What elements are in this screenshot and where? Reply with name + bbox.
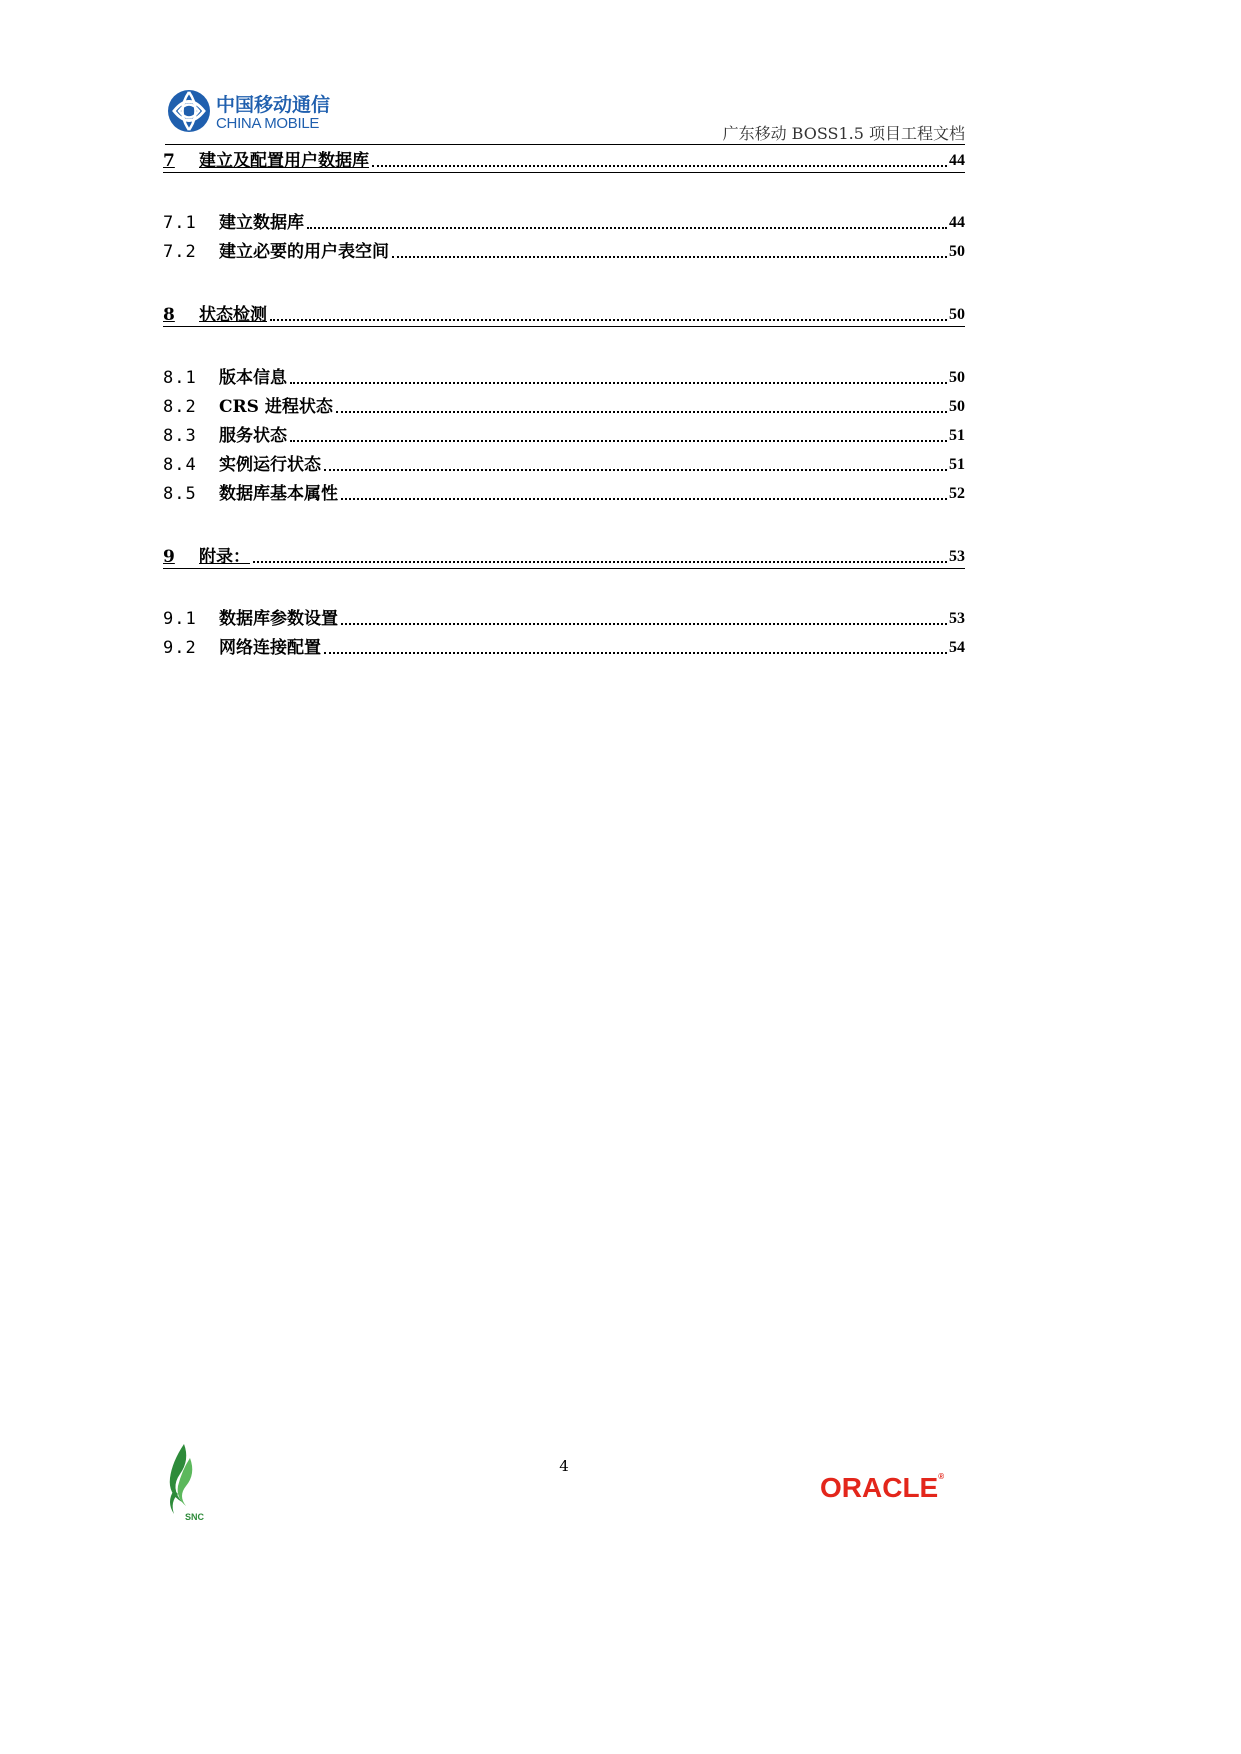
toc-chapter-entry[interactable] xyxy=(163,546,965,568)
toc-entry-page: 52 xyxy=(949,485,965,502)
toc-entry-label: 附录： xyxy=(199,547,250,567)
toc-entry-label: 版本信息 xyxy=(219,368,287,388)
toc-entry-number: 9.2 xyxy=(163,638,197,658)
toc-entry-number: 7.2 xyxy=(163,242,197,262)
toc-section-entry[interactable] xyxy=(163,483,965,505)
oracle-logo-text: ORACLE xyxy=(820,1472,939,1503)
snc-logo-text: SNC xyxy=(185,1512,205,1522)
toc-entry-label: 建立及配置用户数据库 xyxy=(199,151,369,171)
page-number: 4 xyxy=(559,1457,569,1475)
toc-dot-leader xyxy=(253,560,947,563)
toc-section-entry[interactable] xyxy=(163,367,965,389)
toc-section-entry[interactable] xyxy=(163,241,965,263)
toc-entry-page: 44 xyxy=(949,214,965,231)
toc-entry-number: 8.2 xyxy=(163,397,197,417)
toc-dot-leader xyxy=(324,651,947,654)
toc-chapter-entry[interactable] xyxy=(163,150,965,172)
toc-section-entry[interactable] xyxy=(163,396,965,418)
toc-entry-page: 50 xyxy=(949,398,965,415)
toc-dot-leader xyxy=(290,439,947,442)
registered-mark-icon: ® xyxy=(938,1472,945,1481)
toc-entry-label: 状态检测 xyxy=(199,305,267,325)
toc-entry-number: 7.1 xyxy=(163,213,197,233)
snc-leaf-icon xyxy=(160,1440,210,1522)
document-header-title: 广东移动 BOSS1.5 项目工程文档 xyxy=(722,124,965,143)
toc-dot-leader xyxy=(336,410,947,413)
toc-entry-number: 9 xyxy=(163,547,175,567)
china-mobile-logo-en: CHINA MOBILE xyxy=(216,115,320,132)
toc-entry-number: 8.4 xyxy=(163,455,197,475)
toc-dot-leader xyxy=(270,318,947,321)
toc-entry-page: 54 xyxy=(949,639,965,656)
toc-entry-label: 服务状态 xyxy=(219,426,287,446)
toc-entry-number: 8.5 xyxy=(163,484,197,504)
toc-section-entry[interactable] xyxy=(163,637,965,659)
china-mobile-emblem-icon xyxy=(166,84,212,138)
toc-dot-leader xyxy=(324,468,947,471)
toc-entry-page: 50 xyxy=(949,243,965,260)
toc-entry-number: 7 xyxy=(163,151,175,171)
header-divider xyxy=(165,144,965,145)
toc-dot-leader xyxy=(341,497,947,500)
toc-entry-number: 8.1 xyxy=(163,368,197,388)
china-mobile-logo-cn: 中国移动通信 xyxy=(216,94,331,116)
toc-entry-page: 51 xyxy=(949,456,965,473)
toc-entry-label: 网络连接配置 xyxy=(219,638,321,658)
toc-dot-leader xyxy=(290,381,947,384)
toc-entry-page: 51 xyxy=(949,427,965,444)
toc-entry-label: CRS 进程状态 xyxy=(219,397,333,417)
toc-section-entry[interactable] xyxy=(163,212,965,234)
snc-logo xyxy=(160,1440,210,1522)
toc-entry-label: 数据库参数设置 xyxy=(219,609,338,629)
toc-entry-page: 53 xyxy=(949,548,965,565)
toc-entry-number: 8 xyxy=(163,305,175,325)
toc-entry-label: 建立必要的用户表空间 xyxy=(219,242,389,262)
toc-entry-label: 实例运行状态 xyxy=(219,455,321,475)
toc-dot-leader xyxy=(392,255,947,258)
toc-entry-page: 53 xyxy=(949,610,965,627)
toc-entry-page: 44 xyxy=(949,152,965,169)
toc-entry-label: 建立数据库 xyxy=(219,213,304,233)
toc-entry-number: 8.3 xyxy=(163,426,197,446)
toc-entry-number: 9.1 xyxy=(163,609,197,629)
toc-dot-leader xyxy=(341,622,947,625)
toc-chapter-entry[interactable] xyxy=(163,304,965,326)
toc-entry-label: 数据库基本属性 xyxy=(219,484,338,504)
toc-section-entry[interactable] xyxy=(163,608,965,630)
oracle-logo xyxy=(820,1472,944,1504)
toc-section-entry[interactable] xyxy=(163,425,965,447)
toc-entry-page: 50 xyxy=(949,306,965,323)
toc-dot-leader xyxy=(307,226,947,229)
toc-entry-page: 50 xyxy=(949,369,965,386)
toc-section-entry[interactable] xyxy=(163,454,965,476)
china-mobile-logo xyxy=(166,84,336,142)
toc-dot-leader xyxy=(372,164,947,167)
